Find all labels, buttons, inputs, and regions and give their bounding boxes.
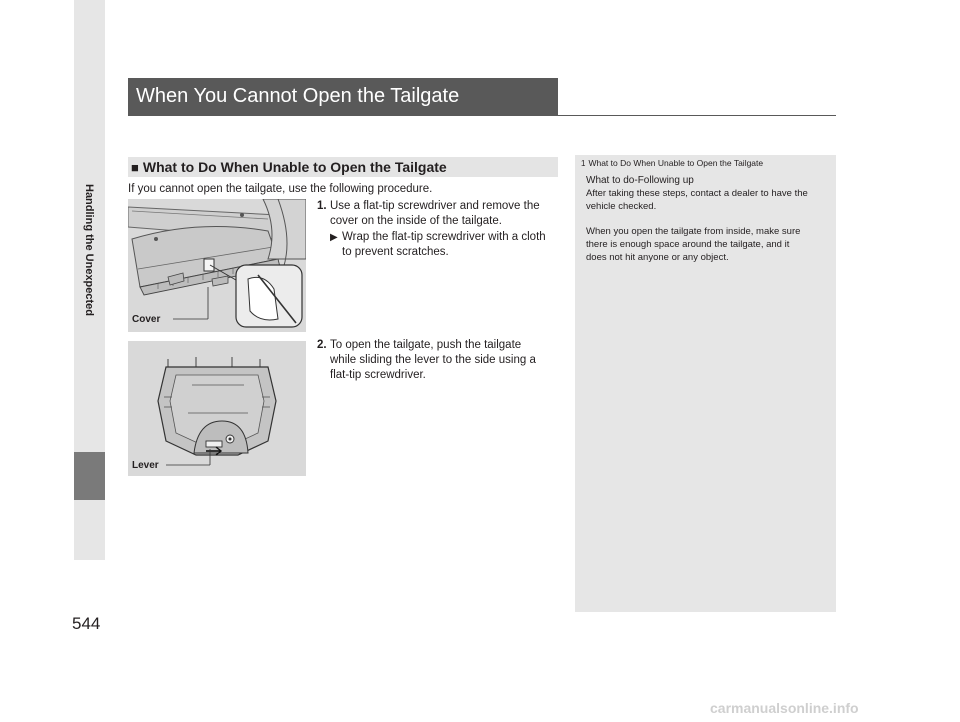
step-number: 1. (317, 200, 327, 212)
reference-panel (575, 155, 836, 612)
watermark: carmanualsonline.info (710, 700, 859, 716)
tailgate-cover-figure (128, 199, 306, 332)
step-note (317, 230, 557, 260)
step-text-line: flat-tip screwdriver. (330, 369, 426, 381)
note-text-line: to prevent scratches. (342, 246, 449, 258)
panel-header-text: What to Do When Unable to Open the Tailgate (588, 158, 764, 168)
section-heading: What to Do When Unable to Open the Tailgate (142, 159, 447, 175)
step-text-line: while sliding the lever to the side using a (330, 354, 536, 366)
page-title (128, 78, 558, 115)
panel-line: After taking these steps, contact a dealer to have the (586, 188, 808, 199)
step-text-line: Use a flat-tip screwdriver and remove the (330, 200, 540, 212)
title-rule (128, 115, 836, 116)
page-title-text: When You Cannot Open the Tailgate (136, 85, 460, 107)
note-text-line: Wrap the flat-tip screwdriver with a cloth (342, 231, 546, 243)
panel-line: When you open the tailgate from inside, make sure (586, 226, 801, 237)
lever-label: Lever (132, 460, 159, 471)
step-2 (317, 338, 557, 383)
tailgate-cover-illustration (128, 199, 306, 332)
panel-line: What to do-Following up (586, 175, 694, 186)
chapter-tab-marker (74, 452, 105, 500)
cover-label: Cover (132, 314, 161, 325)
tailgate-lever-figure (128, 341, 306, 476)
panel-header (575, 158, 836, 168)
section-bullet-icon: ■ (131, 159, 139, 175)
panel-paragraph (575, 225, 836, 264)
panel-paragraph (575, 174, 836, 213)
step-text-line: cover on the inside of the tailgate. (330, 215, 502, 227)
panel-line: there is enough space around the tailgate, and it (586, 239, 790, 250)
panel-line: does not hit anyone or any object. (586, 252, 729, 263)
step-1 (317, 199, 557, 260)
page-number: 544 (72, 614, 101, 633)
step-text-line: To open the tailgate, push the tailgate (330, 339, 522, 351)
panel-line: vehicle checked. (586, 201, 657, 212)
note-arrow-icon: ▶ (330, 232, 338, 243)
tailgate-lever-illustration (128, 341, 306, 476)
reference-icon: 1 (581, 158, 586, 168)
section-header (128, 157, 558, 177)
step-number: 2. (317, 339, 327, 351)
intro-text: If you cannot open the tailgate, use the following procedure. (128, 183, 433, 195)
chapter-tab-label: Handling the Unexpected (83, 183, 95, 317)
